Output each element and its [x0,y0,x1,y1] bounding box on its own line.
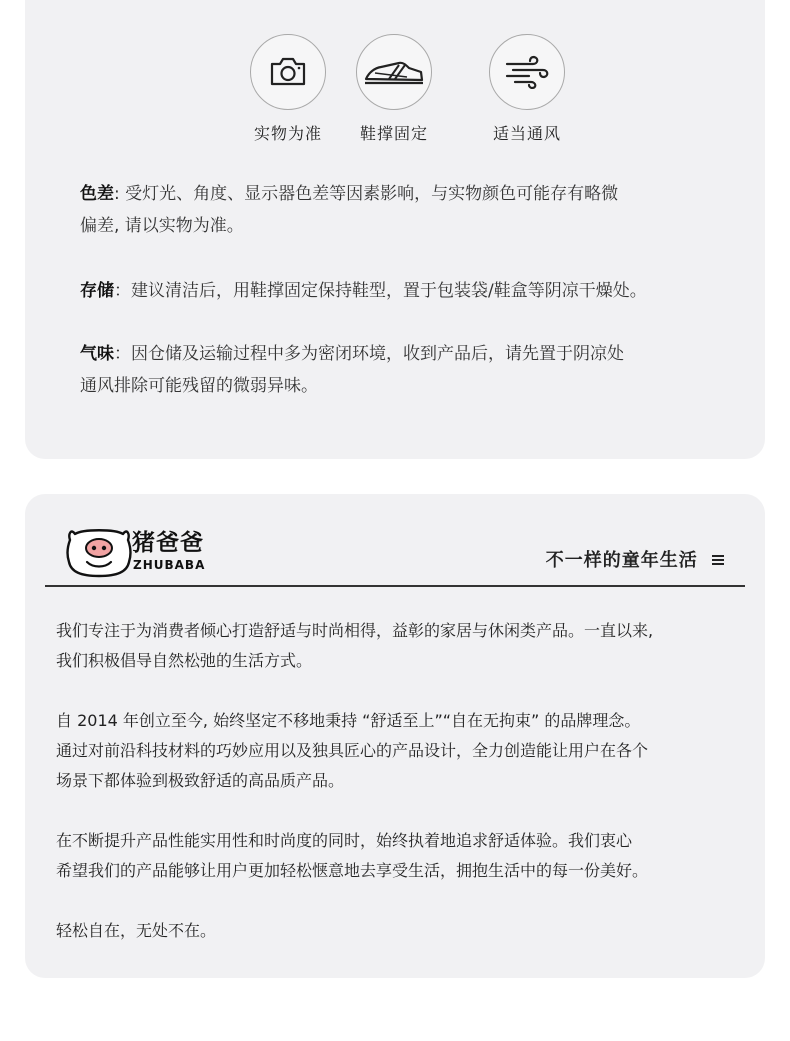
paragraph-line: 在不断提升产品性能实用性和时尚度的同时，始终执着地追求舒适体验。我们衷心 [56,831,633,850]
note-odor [80,338,740,402]
brand-paragraph-2 [56,706,746,796]
pig-logo-icon [65,524,133,582]
brand-paragraph-1 [56,616,746,676]
header-divider [45,585,745,587]
feature-ventilation [472,34,582,144]
note-line: 因仓储及运输过程中多为密闭环境，收到产品后，请先置于阴凉处 [131,344,624,364]
brand-tagline[interactable] [546,546,725,572]
shoe-tree-icon [356,34,432,110]
brand-name-cn: 猪爸爸 [132,530,204,556]
brand-header [25,494,765,589]
tagline-text: 不一样的童年生活 [545,550,698,571]
feature-shoe-tree [339,34,449,144]
feature-label: 适当通风 [492,124,561,143]
paragraph-line: 我们专注于为消费者倾心打造舒适与时尚相得，益彰的家居与休闲类产品。一直以来, [56,621,654,640]
note-storage [80,275,740,307]
paragraph-line: 自 2014 年创立至今, 始终坚定不移地秉持 “舒适至上”“自在无拘束” 的品牌理念。 [56,711,641,730]
wind-icon [489,34,565,110]
note-line: 偏差, 请以实物为准。 [80,216,244,236]
paragraph-line: 通过对前沿科技材料的巧妙应用以及独具匠心的产品设计，全力创造能让用户在各个 [56,741,649,760]
paragraph-line: 轻松自在，无处不在。 [56,921,217,940]
paragraph-line: 希望我们的产品能够让用户更加轻松惬意地去享受生活，拥抱生活中的每一份美好。 [56,861,649,880]
care-instructions-card [25,0,765,459]
brand-paragraph-3 [56,826,746,886]
care-features-row [25,34,765,144]
brand-paragraph-4 [56,916,746,946]
feature-real-item [233,34,343,144]
feature-label: 鞋撑固定 [359,124,428,143]
menu-icon[interactable] [711,551,725,572]
brand-name-en: ZHUBABA [133,558,206,572]
note-line: 通风排除可能残留的微弱异味。 [80,376,318,396]
brand-story-card [25,494,765,978]
note-title: 色差 [80,184,114,204]
camera-icon [250,34,326,110]
note-separator: : [114,184,126,204]
note-line: 受灯光、角度、显示器色差等因素影响，与实物颜色可能存有略微 [125,184,619,204]
note-separator: ： [114,344,131,364]
note-title: 气味 [80,344,114,364]
note-separator: ： [114,281,131,301]
paragraph-line: 我们积极倡导自然松弛的生活方式。 [56,651,313,670]
note-color-difference [80,178,740,242]
note-title: 存储 [80,281,114,301]
feature-label: 实物为准 [253,124,322,143]
paragraph-line: 场景下都体验到极致舒适的高品质产品。 [56,771,345,790]
note-line: 建议清洁后，用鞋撑固定保持鞋型，置于包装袋/鞋盒等阴凉干燥处。 [131,281,647,301]
